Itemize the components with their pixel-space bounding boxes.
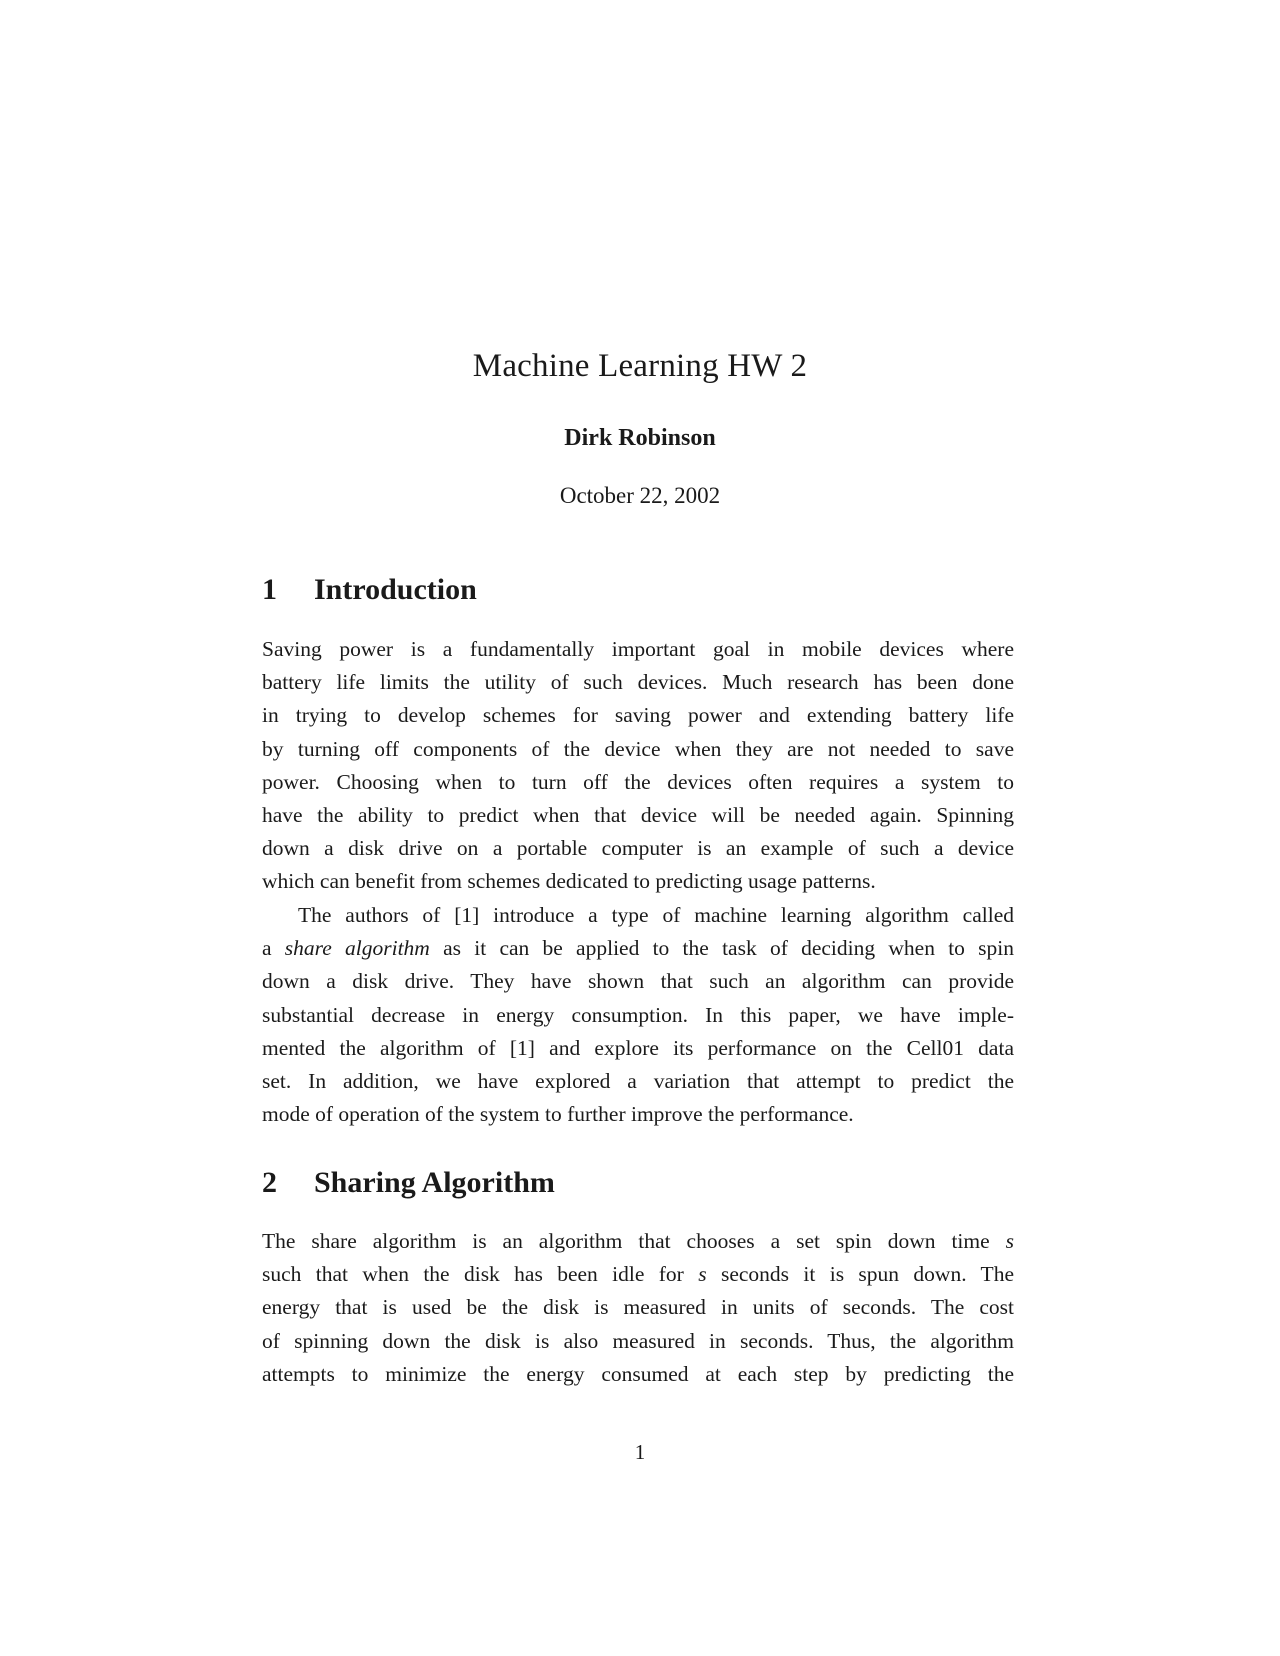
text-line: Saving power is a fundamentally important goal in mobile devices where <box>262 637 1014 661</box>
text-line <box>262 932 1014 965</box>
page-number: 1 <box>634 1440 646 1464</box>
text-run: a <box>262 936 285 961</box>
text-line: by turning off components of the device when they are not needed to save <box>262 736 1014 761</box>
text-run: seconds it is spun down. The <box>706 1262 1014 1287</box>
text-line: have the ability to predict when that device will be needed again. Spinning <box>262 802 1014 827</box>
paragraph <box>262 899 1014 1131</box>
text-line: mented the algorithm of [1] and explore its performance on the Cell01 data <box>262 1035 1014 1060</box>
text-line: of spinning down the disk is also measured in seconds. Thus, the algorithm <box>262 1328 1014 1353</box>
text-line <box>262 1225 1014 1258</box>
section-title: Sharing Algorithm <box>314 1166 555 1199</box>
text-line: The authors of [1] introduce a type of machine learning algorithm called <box>298 903 1014 927</box>
section-number: 2 <box>262 1166 277 1199</box>
section-number: 1 <box>262 573 277 606</box>
section-heading-sharing-algorithm <box>262 1166 555 1200</box>
text-line: power. Choosing when to turn off the devices often requires a system to <box>262 769 1014 794</box>
paragraph <box>262 633 1014 899</box>
text-line: down a disk drive. They have shown that such an algorithm can provide <box>262 969 1014 994</box>
text-line: substantial decrease in energy consumption. In this paper, we have imple- <box>262 1002 1014 1027</box>
text-line: attempts to minimize the energy consumed at each step by predicting the <box>262 1361 1014 1386</box>
math-variable: s <box>1005 1229 1014 1253</box>
paper-author: Dirk Robinson <box>564 425 716 451</box>
text-line: down a disk drive on a portable computer is an example of such a device <box>262 836 1014 861</box>
section-title: Introduction <box>314 573 477 606</box>
section-heading-introduction <box>262 573 477 607</box>
text-run: as it can be applied to the task of deciding when to spin <box>429 936 1015 961</box>
text-run: The share algorithm is an algorithm that chooses a set spin down time <box>262 1229 1006 1253</box>
paper-date: October 22, 2002 <box>559 483 721 508</box>
text-line: in trying to develop schemes for saving power and extending battery life <box>262 703 1014 728</box>
math-variable: s <box>698 1262 707 1287</box>
text-run: such that when the disk has been idle for <box>262 1262 699 1287</box>
text-line: mode of operation of the system to further improve the performance. <box>262 1102 854 1127</box>
emphasis-text: share algorithm <box>284 936 430 961</box>
paragraph <box>262 1225 1014 1391</box>
paper-title: Machine Learning HW 2 <box>472 348 808 384</box>
text-line: which can benefit from schemes dedicated to predicting usage patterns. <box>262 869 876 894</box>
text-line: set. In addition, we have explored a variation that attempt to predict the <box>262 1068 1014 1093</box>
text-line: battery life limits the utility of such devices. Much research has been done <box>262 670 1014 695</box>
text-line: energy that is used be the disk is measured in units of seconds. The cost <box>262 1295 1014 1320</box>
text-line <box>262 1258 1014 1291</box>
